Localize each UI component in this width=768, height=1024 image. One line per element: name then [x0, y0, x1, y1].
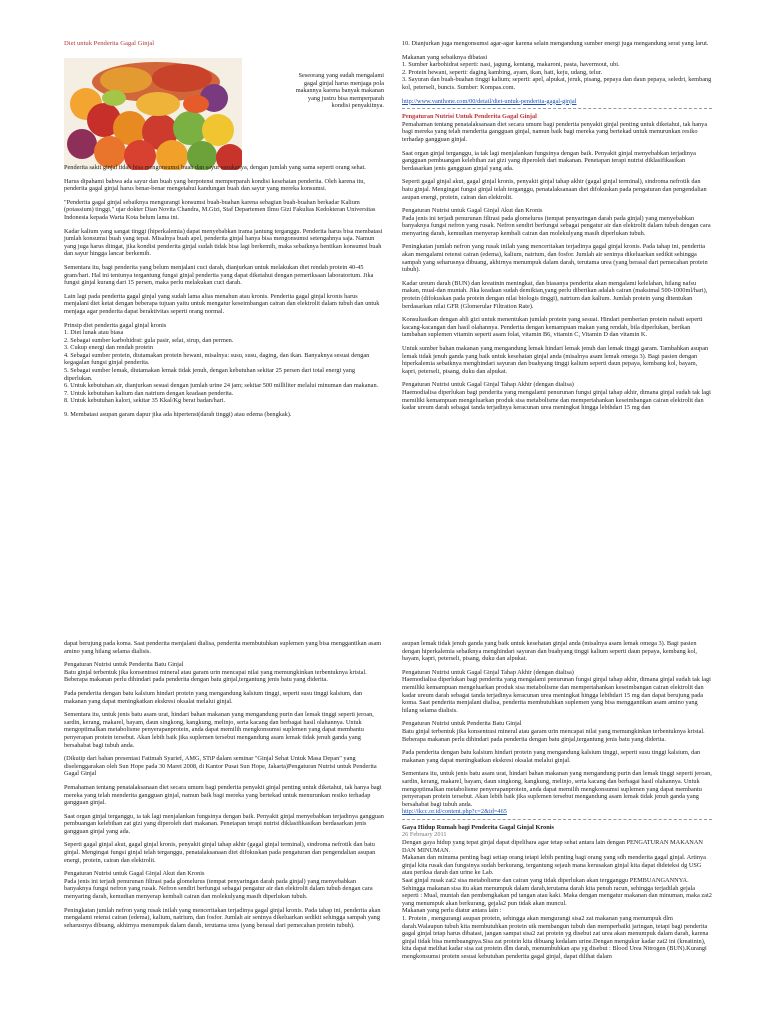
body-paragraph: Pengaturan Nutrisi untuk Gagal Ginjal Akut dan Kronis Pada jenis ini terjadi penurunan filtrasi pada glomelurus (tempat penyaringan darah pada ginjal) yang menyebabkan banyaknya fungsi nefron yang rusak. Nefron sendiri berfungsi sebagai pengatur air dan elektrolit dalam tubuh dengan cara menyaring darah, kemudian menyerap kembali cairan dan molekulyang masih diperlukan tubuh.	[402, 207, 711, 237]
examples-title: Makanan yang sebaiknya dibatasi	[402, 53, 488, 61]
top-left-body	[64, 164, 384, 419]
body-paragraph: asupan lemak tidak jenuh ganda yang baik untuk kesehatan ginjal anda (misalnya asam lemak omega 3). Bagi pasien dengan hiperkalemia sebaiknya menghindari sayuran dan buahyang tinggi kalium seperti daun pepaya, kembang kol, bayam, kapri, peterseli, pisang, duku dan alpukat.	[402, 640, 697, 663]
principle-item: 5. Sebagai sumber lemak, diutamakan lemak tidak jenuh, dengan kebutuhan sekitar 25 persen dari total energi yang diperlukan.	[64, 367, 356, 382]
principle-item: 8. Untuk kebutuhan kalori, sekitar 35 Kkal/Kg berat badan/hari.	[64, 397, 226, 405]
principle-item: 3. Cukup energi dan rendah protein	[64, 344, 154, 352]
example-item: 3. Sayuran dan buah-buahan tinggi kalium; seperti: apel, alpukat, jeruk, pisang, pepaya dan daun pepaya, seledri, kembang kol, peterseli, buncis. Sumber: Kompas.com.	[402, 76, 712, 91]
body-paragraph: Pemahaman tentang penatalaksanaan diet secara umum bagi penderita penyakit ginjal penting untuk diketahui, tak hanya bagi mereka yang telah menderita gangguan ginjal, namun baik bagi mereka yang bertekad untuk menurunkan resiko terhadap gangguan ginjal.	[64, 783, 382, 807]
body-paragraph: 10. Dianjurkan juga mengonsumsi agar-agar karena selain mengandung sumber energi juga mengandung serat yang larut.	[402, 40, 709, 47]
body-paragraph: Saat organ ginjal terganggu, ia tak lagi menjalankan fungsinya dengan baik. Penyakit ginjal menyebabkan terjadinya gangguan pembuangan kelebihan zat gizi yang diperoleh dari makanan. Penetapan terapi nutrisi diklasifikasikan berdasarkan jenis gangguan ginjal yang ada.	[402, 149, 696, 172]
body-paragraph: Saat organ ginjal terganggu, ia tak lagi menjalankan fungsinya dengan baik. Penyakit ginjal menyebabkan terjadinya gangguan pembuangan kelebihan zat gizi yang diperoleh dari makanan. Penetapan terapi nutrisi diklasifikasikan berdasarkan jenis gangguan ginjal yang ada.	[64, 812, 384, 835]
body-paragraph: 1. Protein , mengurangi asupan protein, sehingga akan mengurangi sisa2 zat makanan yang menumpuk dlm darah.Walaupun tubuh kita membutuhkan protein utk membangun tubuh dan memperbaiki jaringan, tetapi bagi penderita gagal ginjal tetap harus dibatasi, jangan sampai sisa2 zat protein yg disebut zat urea akan menumpuk dalam darah, karena ginjal tidak bisa membuangnya.Sisa zat protein kita dibuang kedalam urine.Dengan mengukur kadar zat2 ini (kreatinin), kita dapat melihat kadar sisa zat protein dlm darah, menumbuhkan apa yg disebut : Blood Urea Nitrogen (BUN).Kurangi mengkonsumsi protein sesuai kebutuhan penderita gagal ginjal, dapat dilihat dalam	[402, 915, 709, 960]
body-paragraph: Seperti gagal ginjal akut, gagal ginjal kronis, penyakit ginjal tahap akhir (gagal ginjal terminal), sindroma nefrotik dan batu ginjal. Mengingat fungsi ginjal telah terganggu, penatalaksanaan diet difokuskan pada pengaturan dan pengendalian asupan energi, protein, cairan dan elektrolit.	[402, 178, 707, 201]
body-paragraph: Seperti gagal ginjal akut, gagal ginjal kronis, penyakit ginjal tahap akhir (gagal ginjal terminal), sindroma nefrotik dan batu ginjal. Mengingat fungsi ginjal telah terganggu, penatalaksanaan diet difokuskan pada pengaturan dan pengendalian asupan energi, protein, cairan dan elektrolit.	[64, 841, 376, 864]
body-paragraph: Saat ginjal rusak zat2 sisa metabolisme dan cairan yang tidak diperlukan akan tergganggu PEMBUANGANNYA. Sehingga makanan sisa itu akan menumpuk dalam darah,terutama darah kita penuh racun, sehingga terjadilah gejala seperti : Mual, muntah dan pembengkakan pd tangan atau kaki. Maka dengan mengatur makanan dan minuman, maka zat2 yang menumpuk akan berkurang, gejala2 pun tidak akan muncul.	[402, 877, 712, 907]
source-link[interactable]: http://www.vanthone.com/00/detail/diet-untuk-penderita-gagal-ginjal	[402, 97, 577, 105]
body-paragraph: Makanan dan minuma penting bagi setiap orang tetapi lebih penting bagi orang yang sdh menderita gagal ginjal. Artinya ginjal kita rusak dan fungsinya sudah berkurang, tergantung sejauh mana kerusakan ginjal kita dapat dideteksi dg USG atau periksa darah dan urine ke Lab.	[402, 854, 706, 877]
divider	[402, 108, 712, 109]
fruit-illustration	[64, 58, 242, 170]
bottom-right-column	[402, 640, 712, 961]
body-paragraph: Pada penderita dengan batu kalsium hindari protein yang mengandung kalsium tinggi, seperti susu tinggi kalsium, dan makanan yang dapat meningkatkan ekskresi oksalat melalui ginjal.	[402, 749, 701, 764]
body-paragraph: Kadar kalium yang sangat tinggi (hiperkalemia) dapat menyebabkan irama jantung terganggu. Penderita harus bisa membatasi jumlah konsumsi buah yang tepat. Misalnya buah apel, penderita ginjal hanya bisa mengonsumsi setengahnya saja. Namun yang juga harus diingat, jika kondisi penderita ginjal sudah tidak bisa lagi berkemih, maka sebaiknya hentikan konsumsi buah dan sayur hingga lancar berkemih.	[64, 227, 383, 258]
principle-item: 9. Membatasi asupan garam dapur jika ada hipertensi(darah tinggi) atau edema (bengkak).	[64, 411, 292, 419]
section-title: Pengaturan Nutrisi Untuk Penderita Gagal Ginjal	[402, 113, 537, 121]
body-paragraph: Pengaturan Nutrisi untuk Gagal Ginjal Akut dan Kronis Pada jenis ini terjadi penurunan filtrasi pada glomelurus (tempat penyaringan darah pada ginjal) yang menyebabkan banyaknya fungsi nefron yang rusak. Nefron sendiri berfungsi sebagai pengatur air dan elektrolit dalam tubuh dengan cara menyaring darah, kemudian menyerap kembali cairan dan molekulyang masih diperlukan tubuh.	[64, 870, 373, 901]
lifestyle-date: 26 February 2011	[402, 831, 447, 839]
body-paragraph: Pengaturan Nutrisi untuk Penderita Batu Ginjal Batu ginjal terbentuk jika konsentrasi mineral atau garam urin mencapai nilai yang memungkinkan terbentuknya kristal. Beberapa makanan perlu dihindari pada penderita dengan batu ginjal,tergantung jenis batu yang diderita.	[402, 720, 705, 743]
body-paragraph: Lain lagi pada penderita gagal ginjal yang sudah lama alias menahun atau kronis. Penderita gagal ginjal kronis harus menjalani diet ketat dengan beberapa tujuan yaitu untuk mengatur keseimbangan cairan dan elektrolit dalam tubuh dan untuk menjaga agar penderita dapat beraktivitas seperti orang normal.	[64, 292, 380, 315]
intro-text	[290, 72, 384, 110]
body-paragraph: Pengaturan Nutrisi untuk Gagal Ginjal Tahap Akhir (dengan dialisa) Haemodialisa diperlukan bagi penderita yang mengalami penurunan fungsi ginjal tahap akhir, dimana ginjal sudah tak lagi memiliki kemampuan mengeluarkan produk sisa metabolisme dan mempertahankan keseimbangan cairan elektrolit dan kadar ureum darah sebagai tanda terjadinya keracunan urea meningkat hingga lebihdari 15 mg dan dapat berujung pada koma. Saat penderita menjalani dialisa, penderita membutuhkan suplemen yang bisa menggantikan asam amino yang hilang selama dialisis.	[402, 668, 711, 714]
lifestyle-title: Gaya Hidup Rumah bagi Penderita Gagal Ginjal Kronis	[402, 823, 554, 831]
body-paragraph: Peningkatan jumlah nefron yang rusak inilah yang menceritakan terjadinya gagal ginjal kronis. Pada tahap ini, penderita akan mengalami retensi cairan (edema), kalium, natrium, dan fosfor. Jumlah air seninya dikeluarkan sedikit sehingga sampah yang seharusnya dibuang, akhirnya menumpuk dalam darah, terutama urea (yang berasal dari pemecahan protein tubuh).	[402, 243, 708, 274]
body-paragraph: Sementara itu, bagi penderita yang belum menjalani cuci darah, dianjurkan untuk melakukan diet rendah protein 40-45 gram/hari. Hal ini tentunya tergantung fungsi ginjal penderita yang dapat diketahui dengan pemeriksaan laboratorium. Jika fungsi ginjal kurang dari 15 persen, maka perlu melakukan cuci darah.	[64, 263, 374, 287]
body-paragraph: Sementara itu, untuk jenis batu asam urat, hindari bahan makanan yang mengandung purin dan lemak tinggi seperti jeroan, sardin, kerang, makarel, bayam, daun singkong, kangkung, melinjo, serta kacang dan berbagai hasil olahannya. Untuk mengoptimalkan metabolisme penyerapanprotein, anda dapat memilih mengkonsumsi suplemen yang dapat membantu penyerapan protein tersebut. Akan lebih baik jika suplemen tersebut mengandung asam lemak tidak jenuh ganda yang bersahabat bagi tubuh anda.	[402, 770, 712, 808]
body-paragraph: Pengaturan Nutrisi untuk Gagal Ginjal Tahap Akhir (dengan dialisa) Haemodialisa diperlukan bagi penderita yang mengalami penurunan fungsi ginjal tahap akhir, dimana ginjal sudah tak lagi memiliki kemampuan mengeluarkan produk sisa metabolisme dan mempertahankan keseimbangan cairan elektrolit dan kadar ureum darah sebagai tanda terjadinya keracunan urea meningkat hingga lebihdari 15 mg dan	[402, 381, 711, 412]
sheet-bottom	[46, 640, 722, 1024]
body-paragraph: Sementara itu, untuk jenis batu asam urat, hindari bahan makanan yang mengandung purin dan lemak tinggi seperti jeroan, sardin, kerang, makarel, bayam, daun singkong, kangkung, melinjo, serta kacang dan berbagai hasil olahannya. Untuk mengoptimalkan metabolisme penyerapanprotein, anda dapat memilih mengkonsumsi suplemen yang dapat membantu penyerapan protein tersebut. Akan lebih baik jika suplemen tersebut mengandung asam lemak tidak jenuh ganda yang bersahabat bagi tubuh anda.	[64, 711, 374, 749]
top-right-column	[402, 40, 712, 412]
top-left-column	[64, 40, 384, 419]
body-paragraph: Harus dipahami bahwa ada sayur dan buah yang berpotensi memperparah kondisi kesehatan penderita. Oleh karena itu, penderita gagal ginjal harus benar-benar mengetahui kandungan buah dan sayur yang mereka konsumsi.	[64, 177, 365, 193]
body-paragraph: Pemahaman tentang penatalaksanaan diet secara umum bagi penderita penyakit ginjal penting untuk diketahui, tak hanya bagi mereka yang telah menderita gangguan ginjal, namun baik bagi mereka yang bertekad untuk menurunkan resiko terhadap gangguan ginjal.	[402, 120, 708, 143]
body-paragraph: Pengaturan Nutrisi untuk Penderita Batu Ginjal Batu ginjal terbentuk jika konsentrasi mineral atau garam urin mencapai nilai yang memungkinkan terbentuknya kristal. Beberapa makanan perlu dihindari pada penderita dengan batu ginjal,tergantung jenis batu yang diderita.	[64, 661, 367, 684]
body-paragraph: Makanan yang perlu diatur antara lain :	[402, 907, 502, 915]
body-paragraph: Untuk sumber bahan makanan yang mengandung lemak hindari lemak jenuh dan lemak tinggi garam. Tambahkan asupan lemak tidak jenuh ganda yang baik untuk kesehatan ginjal anda (misalnya asam lemak omega 3). Bagi pasien dengan hiperkalemia sebaiknya menghindari sayuran dan buahyang tinggi kalium seperti daun pepaya, kembang kol, bayam, kapri, peterseli, pisang, duku dan alpukat.	[402, 345, 709, 375]
body-paragraph: Peningkatan jumlah nefron yang rusak inilah yang menceritakan terjadinya gagal ginjal kronis. Pada tahap ini, penderita akan mengalami retensi cairan (edema), kalium, natrium, dan fosfor. Jumlah air seninya dikeluarkan sedikit sehingga sampah yang seharusnya dibuang, akhirnya menumpuk dalam darah, terutama urea (yang berasal dari pemecahan protein tubuh).	[64, 906, 381, 929]
principle-item: 4. Sebagai sumber protein, diutamakan protein hewani, misalnya: susu, susu, daging, dan ikan. Banyaknya sesuai dengan kegagalan fungsi ginjal penderita.	[64, 351, 370, 367]
divider	[402, 819, 712, 820]
intro-paragraph: Seseorang yang sudah mengalami gagal ginjal harus menjaga pola makannya karena banyak makanan yang justru bisa memperparah kondisi penyakitnya.	[295, 72, 384, 110]
example-item: 2. Protein hewani, seperti: daging kambing, ayam, ikan, hati, keju, udang, telur.	[402, 68, 603, 76]
bottom-left-column	[64, 640, 384, 929]
body-paragraph: dapat berujung pada koma. Saat penderita menjalani dialisa, penderita membutuhkan suplemen yang bisa menggantikan asam amino yang hilang selama dialisis.	[64, 640, 382, 655]
source-link[interactable]: http://ikcc.or.id/content.php?c=2&id=465	[402, 808, 507, 816]
body-paragraph: Penderita sakit ginjal tidak bisa mengonsumsi buah dan sayur sesukanya, dengan jumlah yang sama seperti orang sehat.	[64, 164, 366, 171]
principle-item: 7. Untuk kebutuhan kalium dan natrium dengan keadaan penderita.	[64, 389, 234, 397]
principle-item: 6. Untuk kebutuhan air, dianjurkan sesuai dengan jumlah urine 24 jam; sekitar 500 milliliter melalui minuman dan makanan.	[64, 382, 379, 390]
principles-title: Prinsip diet penderita gagal ginjal kronis	[64, 321, 167, 329]
example-item: 1. Sumber karbohidrat seperti: nasi, jagung, kentang, makaroni, pasta, havermout, ubi.	[402, 61, 620, 69]
body-paragraph: (Dikutip dari bahan presentasi Fatimah Syarief, AMG, STiP dalam seminar "Ginjal Sehat Untuk Masa Depan" yang diselenggarakan oleh Sun Hope pada 30 Maret 2008, di Kantor Pusat Sun Hope, Jakarta)Pengaturan Nutrisi untuk Penderita Gagal Ginjal	[64, 755, 377, 778]
body-paragraph: "Penderita gagal ginjal sebaiknya mengurangi konsumsi buah-buahan karena sebagian buah-buahan berkadar Kalium (potassium) tinggi," ujar dokter Dian Novita Chandra, M.Gizi, Staf Departemen Ilmu Gizi Fakultas Kedokteran Universitas Indonesia kepada Warta Kota belum lama ini.	[64, 198, 376, 221]
body-paragraph: Kadar ureum darah (BUN) dan kreatinin meningkat, dan biasanya penderita akan mengalami kelelahan, hilang nafsu makan, mual-dan muntah. Jika keadaan sudah demikian,yang perlu diberikan adalah cairan (maksimal 500-1000ml/hari), protein (difokuskan pada protein dengan nilai biologis tinggi), natrium dan kalium. Jumlah protein yang ditentukan berdasarkan nilai GFR (Glomerular Filtration Rate).	[402, 279, 708, 310]
principle-item: 1. Diet lunak atau biasa	[64, 329, 124, 337]
doc-title: Diet untuk Penderita Gagal Ginjal	[64, 40, 155, 47]
sheet-top	[46, 40, 722, 596]
body-paragraph: Dengan gaya hidup yang tepat ginjal dapat dipelihara agar tetap sehat antara lain dengan PENGATURAN MAKANAN DAN MINUMAN.	[402, 839, 703, 854]
body-paragraph: Pada penderita dengan batu kalsium hindari protein yang mengandung kalsium tinggi, seperti susu tinggi kalsium, dan makanan yang dapat meningkatkan ekskresi oksalat melalui ginjal.	[64, 689, 363, 705]
principle-item: 2. Sebagai sumber karbohidrat: gula pasir, selai, sirup, dan permen.	[64, 336, 234, 344]
body-paragraph: Konsultasikan dengan ahli gizi untuk menentukan jumlah protein yang sesuai. Hindari pemberian protein nabati seperti kacang-kacangan dan hasil olahannya. Penderita dengan kemampuan makan yang rendah, bila diperlukan, berikan tambahan suplemen vitamin seperti asam folat, vitamin B6, vitamin C, Vitamin D dan vitamin K.	[402, 316, 703, 339]
